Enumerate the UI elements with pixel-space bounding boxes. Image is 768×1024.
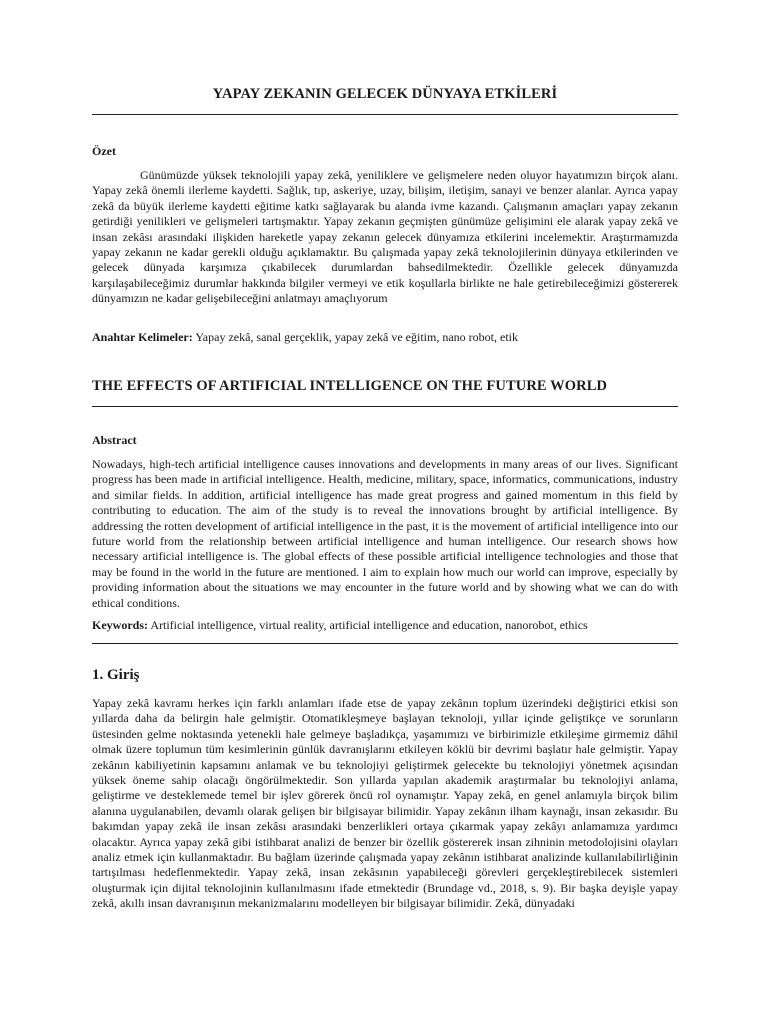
turkish-keywords-label: Anahtar Kelimeler: [92,330,193,344]
abstract-paragraph: Nowadays, high-tech artificial intelligence causes innovations and developments in many areas of our lives. Significant progress has been made in artificial intelligence. Health, medicine, military, space, informatics, communications, industry and similar fields. In addition, artificial intelligence has made great progress and gained momentum in this field by contributing to education. The aim of the study is to reveal the innovations brought by artificial intelligence. By addressing the rotten development of artificial intelligence in the past, it is the movement of artificial intelligence into our future world from the relationship between artificial intelligence and human intelligence. Our research shows how necessary artificial intelligence is. The global effects of these possible artificial intelligence technologies and those that may be found in the world in the future are mentioned. I aim to explain how much our world can improve, especially by providing information about the situations we may encounter in the future world and by showing what we can do with ethical conditions. [92,457,678,610]
keywords-rule [92,643,678,644]
intro-heading: 1. Giriş [92,667,140,683]
english-keywords-text: Artificial intelligence, virtual reality, artificial intelligence and education, nanorobot, ethics [148,618,588,632]
english-keywords [92,618,678,633]
turkish-title: YAPAY ZEKANIN GELECEK DÜNYAYA ETKİLERİ [212,86,558,102]
ozet-heading: Özet [92,144,116,158]
english-title-rule [92,406,678,407]
turkish-keywords-text: Yapay zekâ, sanal gerçeklik, yapay zekâ ve eğitim, nano robot, etik [192,330,518,344]
ozet-paragraph: Günümüzde yüksek teknolojili yapay zekâ, yeniliklere ve gelişmelere neden oluyor hayatımızın birçok alanı. Yapay zekâ önemli ilerleme kaydetti. Sağlık, tıp, askeriye, uzay, bilişim, iletişim, sanayi ve benzer alanlar. Ayrıca yapay zekâ da büyük ilerleme kaydetti eğitime katkı sağlayarak bu alanda ivme kazandı. Çalışmanın amaçları yapay zekanın getirdiği yenilikleri ve gelişmeleri tartışmaktır. Yapay zekanın geçmişten günümüze gelişimini ele alarak yapay zekâ ve insan zekâsı arasındaki ilişkiden hareketle yapay zekanın gelecek dünyamıza etkilerini incelemektir. Araştırmamızda yapay zekanın ne kadar gerekli olduğu açıklamaktır. Bu çalışmada yapay zekâ teknolojilerinin dünyaya etkilerinden ve gelecek dünyada karşımıza çıkabilecek durumlardan bahsedilmektedir. Özellikle gelecek dünyamızda karşılaşabileceğimiz durumlar hakkında bilgiler vermeyi ve etik koşullarla birlikte ne hale getirebileceğimizi göstererek dünyamızın ne kadar gelişebileceğini anlatmayı amaçlıyorum [92,168,678,306]
abstract-heading: Abstract [92,433,137,447]
title-rule-top [92,114,678,115]
turkish-keywords [92,330,678,345]
intro-paragraph: Yapay zekâ kavramı herkes için farklı anlamları ifade etse de yapay zekânın toplum üzerindeki değiştirici etkisi son yıllarda daha da belirgin hale gelmiştir. Otomatikleşmeye başlayan teknoloji, yıllar içinde geliştikçe ve sorunların üstesinden gelme noktasında yetenekli hale gelmeye başladıkça, yaşamımızı ve birbirimizle etkileşime girmemiz dâhil olmak üzere toplumun tüm kesimlerinin günlük davranışlarını etkileyen köklü bir devrimi başlatır hale gelmiştir. Yapay zekânın kabiliyetinin kapsamını anlamak ve bu teknolojiyi geliştirmek gelecekte bu teknolojiyi yönetmek açısından yüksek öneme sahip olacağı öngörülmektedir. Son yıllarda yapılan akademik araştırmalar bu teknolojiyi anlama, geliştirme ve desteklemede temel bir işlev görerek öncü rol oynamıştır. Yapay zekâ, en genel anlamıyla birçok bilim alanına uygulanabilen, devamlı olarak gelişen bir bilgisayar bilimidir. Yapay zekânın ilham kaynağı, insan zekasıdır. Bu bakımdan yapay zekâ ile insan zekâsı arasındaki benzerlikleri ortaya çıkarmak yapay zekâyı anlamamıza yardımcı olacaktır. Ayrıca yapay zekâ gibi istihbarat analizi de benzer bir özellik göstererek insan zihninin metodolojisini olayları analiz etmek için kullanmaktadır. Bu bağlam üzerinde çalışmada yapay zekânın istihbarat analizinde kullanılabilirliğinin tartışılması hedeflenmektedir. Yapay zekâ, insan zekâsının yapabileceği görevleri gerçekleştirebilecek sistemleri oluşturmak için dijital teknolojinin kullanılmasını ifade etmektedir (Brundage vd., 2018, s. 9). Bir başka deyişle yapay zekâ, akıllı insan davranışının mekanizmalarını modelleyen bir bilgisayar bilimidir. Zekâ, dünyadaki [92,696,678,911]
english-keywords-label: Keywords: [92,618,148,632]
english-title: THE EFFECTS OF ARTIFICIAL INTELLIGENCE ON THE FUTURE WORLD [92,378,608,394]
